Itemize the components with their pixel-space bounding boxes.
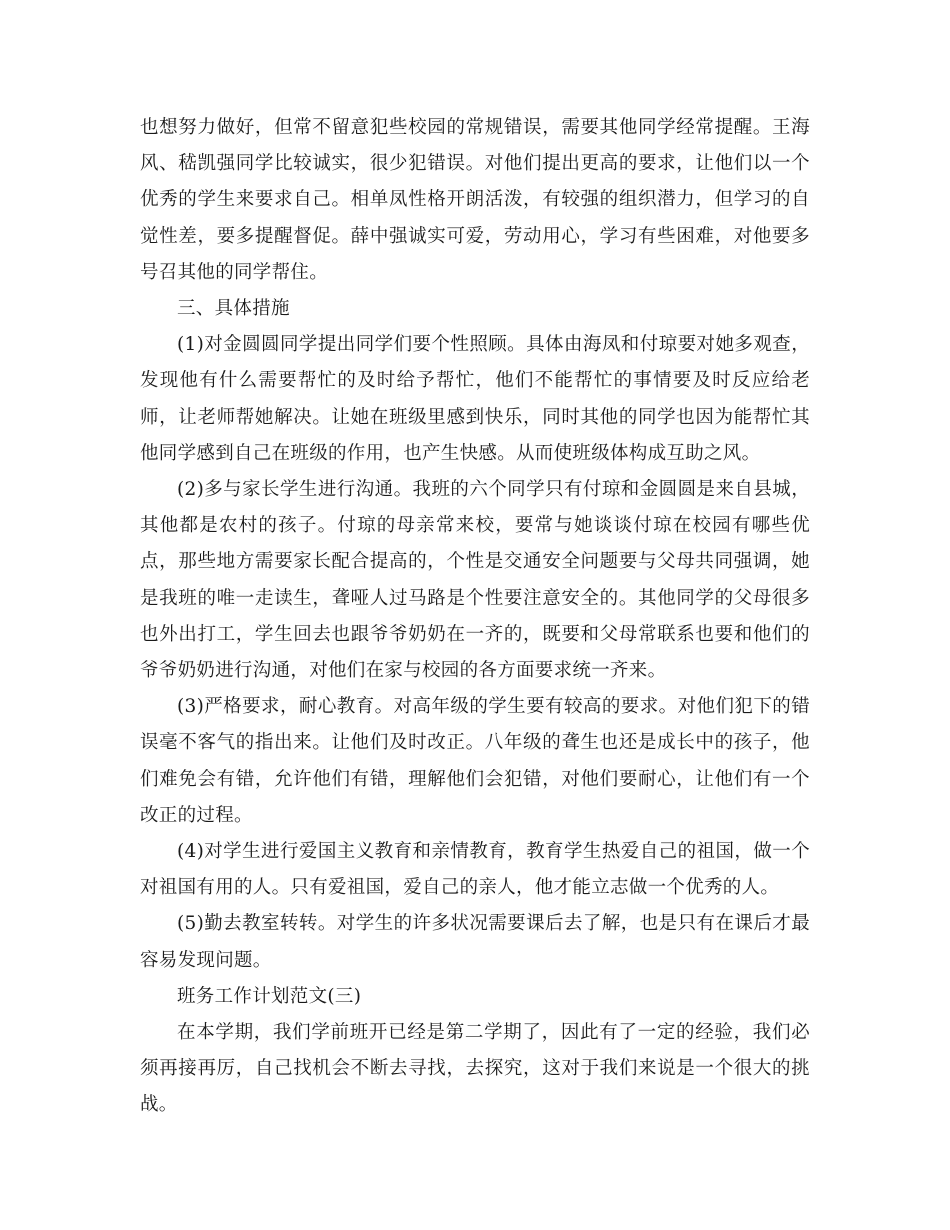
document-page [140,110,810,1124]
paragraph-measure-1: (1)对金圆圆同学提出同学们要个性照顾。具体由海凤和付琼要对她多观查，发现他有什么需要帮忙的及时给予帮忙，他们不能帮忙的事情要及时反应给老师，让老师帮她解决。让她在班级里感到快乐，同时其他的同学也因为能帮忙其他同学感到自己在班级的作用，也产生快感。从而使班级体构成互助之风。 [140,334,810,464]
paragraph-measure-3: (3)严格要求，耐心教育。对高年级的学生要有较高的要求。对他们犯下的错误毫不客气的指出来。让他们及时改正。八年级的聋生也还是成长中的孩子，他们难免会有错，允许他们有错，理解他们会犯错，对他们要耐心，让他们有一个改正的过程。 [140,696,810,826]
paragraph-measure-4: (4)对学生进行爱国主义教育和亲情教育，教育学生热爱自己的祖国，做一个对祖国有用的人。只有爱祖国，爱自己的亲人，他才能立志做一个优秀的人。 [140,841,810,899]
section-heading-sample-3: 班务工作计划范文(三) [177,985,362,1007]
paragraph-measure-2: (2)多与家长学生进行沟通。我班的六个同学只有付琼和金圆圆是来自县城，其他都是农村的孩子。付琼的母亲常来校，要常与她谈谈付琼在校园有哪些优点，那些地方需要家长配合提高的，个性是交通安全问题要与父母共同强调，她是我班的唯一走读生，聋哑人过马路是个性要注意安全的。其他同学的父母很多也外出打工，学生回去也跟爷爷奶奶在一齐的，既要和父母常联系也要和他们的爷爷奶奶进行沟通，对他们在家与校园的各方面要求统一齐来。 [140,479,810,682]
paragraph-intro-semester: 在本学期，我们学前班开已经是第二学期了，因此有了一定的经验，我们必须再接再厉，自己找机会不断去寻找，去探究，这对于我们来说是一个很大的挑战。 [140,1022,810,1116]
section-heading-measures: 三、具体措施 [177,298,290,320]
paragraph-measure-5: (5)勤去教室转转。对学生的许多状况需要课后去了解，也是只有在课后才最容易发现问题。 [140,913,810,971]
paragraph-student-notes: 也想努力做好，但常不留意犯些校园的常规错误，需要其他同学经常提醒。王海风、嵇凯强同学比较诚实，很少犯错误。对他们提出更高的要求，让他们以一个优秀的学生来要求自己。相单凤性格开朗活泼，有较强的组织潜力，但学习的自觉性差，要多提醒督促。薛中强诚实可爱，劳动用心，学习有些困难，对他要多号召其他的同学帮住。 [140,117,810,283]
